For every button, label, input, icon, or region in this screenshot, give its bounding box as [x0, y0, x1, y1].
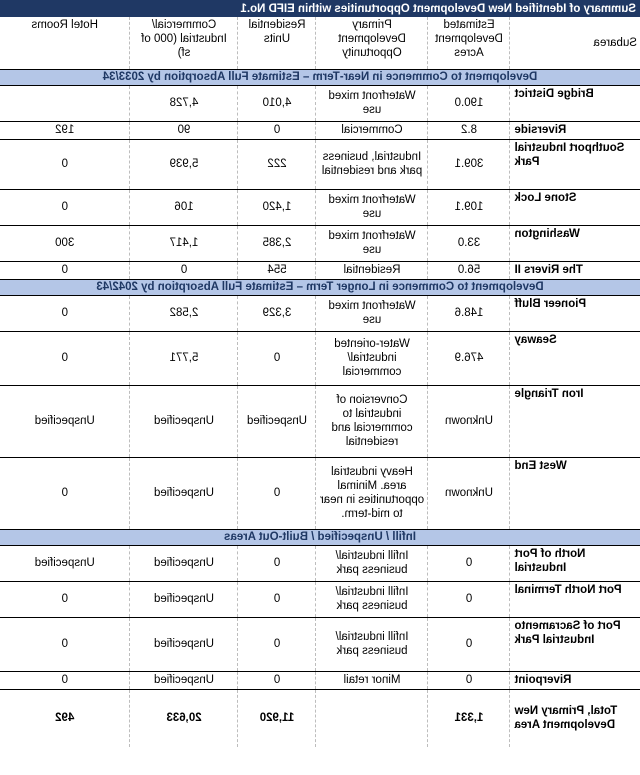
- total-commercial: 20,633: [130, 689, 238, 747]
- header-units: Residential Units: [238, 17, 316, 69]
- total-opportunity: [316, 689, 428, 747]
- cell-acres: 8.2: [428, 121, 510, 139]
- header-opportunity: Primary Development Opportunity: [316, 17, 428, 69]
- cell-subarea: Washington: [510, 225, 640, 261]
- cell-units: 0: [238, 545, 316, 581]
- cell-units: 1,420: [238, 189, 316, 225]
- cell-opportunity: Waterfront mixed use: [316, 189, 428, 225]
- total-subarea: Total, Primary New Development Area: [514, 705, 618, 732]
- table-row: [0, 671, 640, 689]
- cell-opportunity: Waterfront mixed use: [316, 225, 428, 261]
- cell-subarea: Iron Triangle: [510, 385, 640, 457]
- cell-opportunity: Commercial: [316, 121, 428, 139]
- cell-acres: 0: [428, 671, 510, 689]
- cell-units: 0: [238, 121, 316, 139]
- cell-commercial: 0: [130, 261, 238, 279]
- cell-commercial: Unspecified: [130, 581, 238, 617]
- cell-hotel: 0: [0, 295, 130, 331]
- header-acres: Estimated Development Acres: [428, 17, 510, 69]
- cell-opportunity: Water-oriented industrial/ commercial: [316, 331, 428, 385]
- cell-opportunity: Infill industrial/ business park: [316, 581, 428, 617]
- cell-acres: Unknown: [428, 457, 510, 529]
- cell-subarea: West End: [510, 457, 640, 529]
- cell-hotel: [0, 85, 130, 121]
- total-acres: 1,331: [428, 689, 510, 747]
- cell-units: 0: [238, 617, 316, 671]
- total-row: [0, 689, 640, 747]
- cell-commercial: Unspecified: [130, 545, 238, 581]
- cell-units: 3,329: [238, 295, 316, 331]
- cell-subarea: Port North Terminal: [510, 581, 640, 617]
- section-heading: Infill / Unspecified / Built-Out Areas: [0, 529, 640, 545]
- cell-hotel: Unspecified: [0, 545, 130, 581]
- cell-commercial: 1,417: [130, 225, 238, 261]
- table-row: [0, 295, 640, 331]
- cell-subarea: Seaway: [510, 331, 640, 385]
- cell-commercial: 4,728: [130, 85, 238, 121]
- cell-hotel: 0: [0, 261, 130, 279]
- cell-hotel: Unspecified: [0, 385, 130, 457]
- section-heading: Development to Commence in Longer Term – Estimate Full Absorption by 2042/43: [0, 279, 640, 295]
- cell-acres: 109.1: [428, 189, 510, 225]
- section-header: [0, 529, 640, 545]
- cell-commercial: Unspecified: [130, 457, 238, 529]
- cell-units: 0: [238, 331, 316, 385]
- header-commercial: Commercial/ Industrial (000 of sf): [130, 17, 238, 69]
- cell-commercial: 5,771: [130, 331, 238, 385]
- column-header-row: [0, 17, 640, 69]
- cell-hotel: 0: [0, 617, 130, 671]
- cell-subarea: Riverpoint: [510, 671, 640, 689]
- cell-subarea: Pioneer Bluff: [510, 295, 640, 331]
- cell-acres: 309.1: [428, 139, 510, 189]
- cell-hotel: 0: [0, 331, 130, 385]
- header-subarea: Subarea: [510, 17, 640, 69]
- cell-opportunity: Minor retail: [316, 671, 428, 689]
- cell-commercial: Unspecified: [130, 385, 238, 457]
- table-row: [0, 457, 640, 529]
- cell-acres: 0: [428, 617, 510, 671]
- table-row: [0, 225, 640, 261]
- cell-hotel: 0: [0, 581, 130, 617]
- total-units: 11,920: [238, 689, 316, 747]
- cell-acres: 33.0: [428, 225, 510, 261]
- total-hotel: 492: [0, 689, 130, 747]
- table-title: Summary of Identified New Development Opportunities within EIFD No.1: [0, 0, 640, 17]
- cell-subarea: The Rivers II: [510, 261, 640, 279]
- cell-opportunity: Waterfront mixed use: [316, 295, 428, 331]
- cell-commercial: Unspecified: [130, 671, 238, 689]
- table-row: [0, 85, 640, 121]
- cell-units: 4,010: [238, 85, 316, 121]
- cell-acres: 56.0: [428, 261, 510, 279]
- cell-acres: 148.6: [428, 295, 510, 331]
- cell-acres: 190.0: [428, 85, 510, 121]
- cell-units: 554: [238, 261, 316, 279]
- cell-hotel: 0: [0, 671, 130, 689]
- cell-units: 0: [238, 671, 316, 689]
- cell-opportunity: Heavy industrial area. Minimal opportunities in near to mid-term.: [316, 457, 428, 529]
- cell-subarea: Port of Sacramento Industrial Park: [510, 617, 640, 671]
- cell-subarea: Stone Lock: [510, 189, 640, 225]
- cell-commercial: 106: [130, 189, 238, 225]
- table-row: [0, 385, 640, 457]
- table-row: [0, 121, 640, 139]
- cell-hotel: 300: [0, 225, 130, 261]
- cell-units: 222: [238, 139, 316, 189]
- table-row: [0, 261, 640, 279]
- cell-subarea: Bridge District: [510, 85, 640, 121]
- cell-opportunity: Infill industrial/ business park: [316, 617, 428, 671]
- cell-subarea: North of Port Industrial: [510, 545, 640, 581]
- cell-units: 2,385: [238, 225, 316, 261]
- cell-subarea: Southport Industrial Park: [510, 139, 640, 189]
- cell-opportunity: Residential: [316, 261, 428, 279]
- table-row: [0, 139, 640, 189]
- cell-acres: 0: [428, 581, 510, 617]
- header-hotel: Hotel Rooms: [0, 17, 130, 69]
- cell-units: Unspecified: [238, 385, 316, 457]
- cell-hotel: 192: [0, 121, 130, 139]
- cell-hotel: 0: [0, 139, 130, 189]
- cell-units: 0: [238, 457, 316, 529]
- cell-units: 0: [238, 581, 316, 617]
- cell-acres: 0: [428, 545, 510, 581]
- section-header: [0, 279, 640, 295]
- cell-opportunity: Conversion of industrial to commercial and residential: [316, 385, 428, 457]
- cell-hotel: 0: [0, 189, 130, 225]
- section-header: [0, 69, 640, 85]
- table-row: [0, 189, 640, 225]
- table-row: [0, 331, 640, 385]
- cell-hotel: 0: [0, 457, 130, 529]
- table-row: [0, 617, 640, 671]
- table-body: [0, 69, 640, 747]
- cell-commercial: Unspecified: [130, 617, 238, 671]
- cell-commercial: 5,939: [130, 139, 238, 189]
- cell-opportunity: Waterfront mixed use: [316, 85, 428, 121]
- cell-opportunity: Industrial, business park and residential: [316, 139, 428, 189]
- cell-commercial: 90: [130, 121, 238, 139]
- cell-commercial: 2,582: [130, 295, 238, 331]
- cell-acres: Unknown: [428, 385, 510, 457]
- cell-subarea: Riverside: [510, 121, 640, 139]
- cell-acres: 476.9: [428, 331, 510, 385]
- cell-opportunity: Infill industrial/ business park: [316, 545, 428, 581]
- section-heading: Development to Commence in Near-Term – Estimate Full Absorption by 2033/34: [0, 69, 640, 85]
- table-row: [0, 545, 640, 581]
- table-row: [0, 581, 640, 617]
